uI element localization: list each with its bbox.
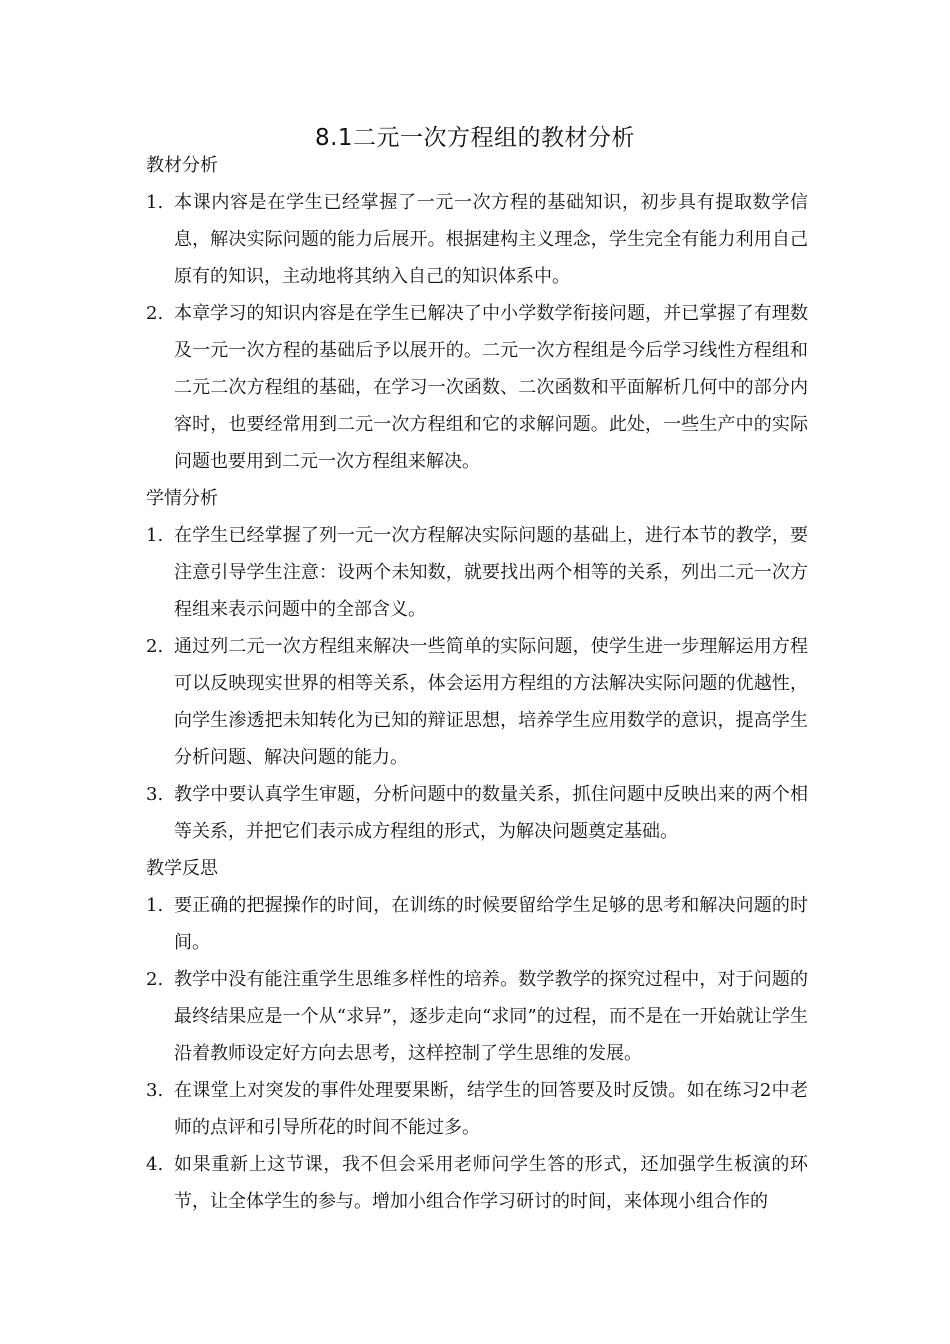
list-item [146,295,808,480]
document-title: 8.1二元一次方程组的教材分析 [314,125,636,151]
list-item-text: 教学中没有能注重学生思维多样性的培养。数学教学的探究过程中，对于问题的最终结果应是一个从“求异”，逐步走向“求同”的过程，而不是在一开始就让学生沿着教师设定好方向去思考，这样控制了学生思维的发展。 [174,969,808,1064]
list-item [146,1146,808,1220]
list-item [146,628,808,776]
list-item-text: 在学生已经掌握了列一元一次方程解决实际问题的基础上，进行本节的教学，要注意引导学生注意：设两个未知数，就要找出两个相等的关系，列出二元一次方程组来表示问题中的全部含义。 [174,525,808,620]
section-heading-textbook-analysis: 教材分析 [146,155,218,176]
list-item-text: 本课内容是在学生已经掌握了一元一次方程的基础知识，初步具有提取数学信息，解决实际问题的能力后展开。根据建构主义理念，学生完全有能力利用自己原有的知识，主动地将其纳入自己的知识体系中。 [174,192,808,287]
list-item-text: 通过列二元一次方程组来解决一些简单的实际问题，使学生进一步理解运用方程可以反映现实世界的相等关系，体会运用方程组的方法解决实际问题的优越性，向学生渗透把未知转化为已知的辩证思想，培养学生应用数学的意识，提高学生分析问题、解决问题的能力。 [174,636,808,768]
list-item-text: 本章学习的知识内容是在学生已解决了中小学数学衔接问题，并已掌握了有理数及一元一次方程的基础后予以展开的。二元一次方程组是今后学习线性方程组和二元二次方程组的基础，在学习一次函数、二次函数和平面解析几何中的部分内容时，也要经常用到二元一次方程组和它的求解问题。此处，一些生产中的实际问题也要用到二元一次方程组来解决。 [174,303,808,472]
list-item-number: 2. [146,303,164,324]
list-item-number: 2. [146,636,164,657]
section-heading-student-analysis: 学情分析 [146,488,218,509]
list-item-number: 1. [146,192,164,213]
list-item [146,961,808,1072]
list-item [146,184,808,295]
list-item-number: 2. [146,969,164,990]
list-item-number: 3. [146,1080,164,1101]
list-item-text: 要正确的把握操作的时间，在训练的时候要留给学生足够的思考和解决问题的时间。 [174,895,808,953]
list-item-number: 3. [146,784,164,805]
list-item-text: 教学中要认真学生审题，分析问题中的数量关系，抓住问题中反映出来的两个相等关系，并把它们表示成方程组的形式，为解决问题奠定基础。 [174,784,808,842]
list-item [146,1072,808,1146]
list-item [146,517,808,628]
list-item-number: 1. [146,895,164,916]
document-body [146,147,808,1220]
list-item-number: 4. [146,1154,164,1175]
section-heading-teaching-reflection: 教学反思 [146,858,218,879]
list-item-number: 1. [146,525,164,546]
list-item [146,887,808,961]
list-item-text: 在课堂上对突发的事件处理要果断，结学生的回答要及时反馈。如在练习2中老师的点评和引导所花的时间不能过多。 [174,1080,808,1138]
list-item-text: 如果重新上这节课，我不但会采用老师问学生答的形式，还加强学生板演的环节，让全体学生的参与。增加小组合作学习研讨的时间，来体现小组合作的 [174,1154,808,1212]
list-item [146,776,808,850]
